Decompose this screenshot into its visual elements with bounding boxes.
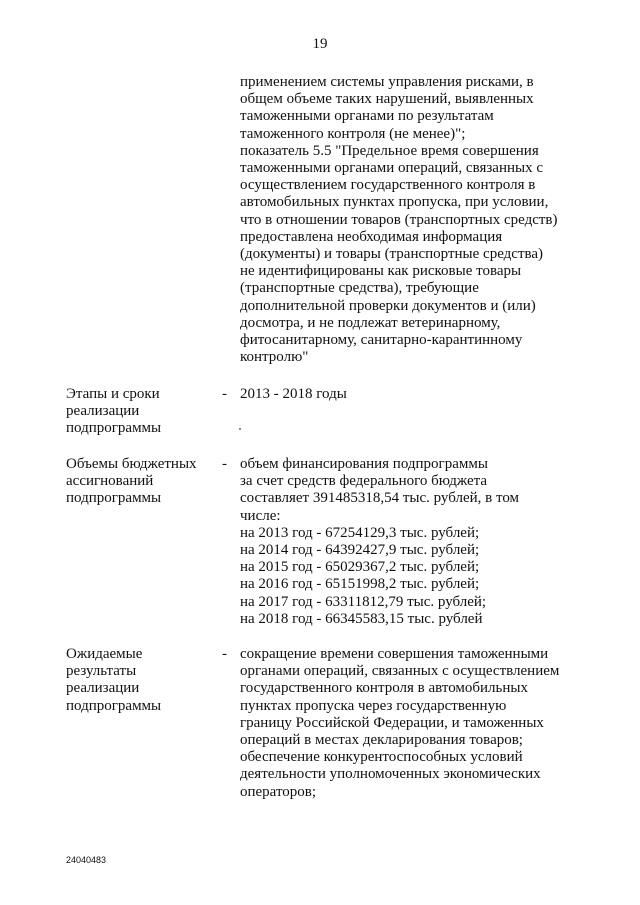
value-line: на 2013 год - 67254129,3 тыс. рублей;	[240, 524, 480, 541]
text-line: общем объеме таких нарушений, выявленных	[240, 91, 534, 108]
value-line: на 2014 год - 64392427,9 тыс. рублей;	[240, 542, 480, 559]
text-line: показатель 5.5 "Предельное время совершения	[240, 142, 539, 159]
results-dash: -	[222, 646, 227, 662]
label-line: Этапы и сроки	[66, 386, 160, 402]
value-line: обеспечение конкурентоспособных условий	[240, 749, 523, 766]
text-line: предоставлена необходимая информация	[240, 228, 503, 245]
text-line: дополнительной проверки документов и (или)	[240, 297, 536, 314]
value-line: на 2016 год - 65151998,2 тыс. рублей;	[240, 576, 480, 593]
value-line: на 2015 год - 65029367,2 тыс. рублей;	[240, 559, 480, 576]
value-line: границу Российской Федерации, и таможенных	[240, 714, 544, 731]
stages-value	[240, 386, 610, 403]
text-line: применением системы управления рисками, в	[240, 74, 534, 90]
label-line: Объемы бюджетных	[66, 456, 197, 472]
value-line: на 2018 год - 66345583,15 тыс. рублей	[240, 610, 483, 627]
label-line: подпрограммы	[66, 490, 162, 507]
label-line: Ожидаемые	[66, 646, 143, 662]
budget-label	[66, 456, 216, 508]
value-line: за счет средств федерального бюджета	[240, 473, 488, 490]
text-line: автомобильных пунктах пропуска, при условии,	[240, 194, 549, 211]
label-line: ассигнований	[66, 473, 154, 490]
label-line: подпрограммы	[66, 420, 162, 437]
value-line: 2013 - 2018 годы	[240, 386, 347, 402]
text-line: не идентифицированы как рисковые товары	[240, 263, 522, 280]
results-value	[240, 646, 610, 801]
value-line: составляет 391485318,54 тыс. рублей, в том	[240, 490, 520, 507]
value-line: операторов;	[240, 783, 317, 800]
value-line: на 2017 год - 63311812,79 тыс. рублей;	[240, 593, 487, 610]
text-line: (транспортные средства), требующие	[240, 280, 479, 297]
intro-paragraph	[240, 74, 610, 366]
value-line: органами операций, связанных с осуществлением	[240, 663, 560, 680]
text-line: таможенными органами по результатам	[240, 108, 494, 125]
label-line: реализации	[66, 403, 140, 420]
text-line: что в отношении товаров (транспортных средств)	[240, 211, 558, 228]
label-line: реализации	[66, 680, 140, 697]
text-line: таможенного контроля (не менее)";	[240, 125, 466, 142]
budget-value	[240, 456, 610, 628]
value-line: объем финансирования подпрограммы	[240, 456, 488, 472]
value-line: числе:	[240, 507, 281, 524]
value-line: пунктах пропуска через государственную	[240, 697, 507, 714]
stages-label	[66, 386, 216, 438]
value-line: государственного контроля в автомобильных	[240, 680, 528, 697]
value-line: сокращение времени совершения таможенными	[240, 646, 549, 662]
page-number: 19	[312, 36, 328, 52]
scan-speck	[239, 428, 241, 430]
text-line: фитосанитарному, санитарно-карантинному	[240, 332, 523, 349]
stages-dash: -	[222, 386, 227, 402]
value-line: деятельности уполномоченных экономических	[240, 766, 541, 783]
text-line: таможенными органами операций, связанных с	[240, 160, 543, 177]
budget-dash: -	[222, 456, 227, 472]
label-line: подпрограммы	[66, 697, 162, 714]
text-line: (документы) и товары (транспортные средства)	[240, 246, 544, 263]
document-code: 24040483	[66, 855, 107, 865]
text-line: досмотра, и не подлежат ветеринарному,	[240, 314, 501, 331]
results-label	[66, 646, 216, 715]
value-line: операций в местах декларирования товаров;	[240, 732, 523, 749]
text-line: контролю"	[240, 349, 309, 366]
label-line: результаты	[66, 663, 137, 680]
text-line: осуществлением государственного контроля в	[240, 177, 536, 194]
